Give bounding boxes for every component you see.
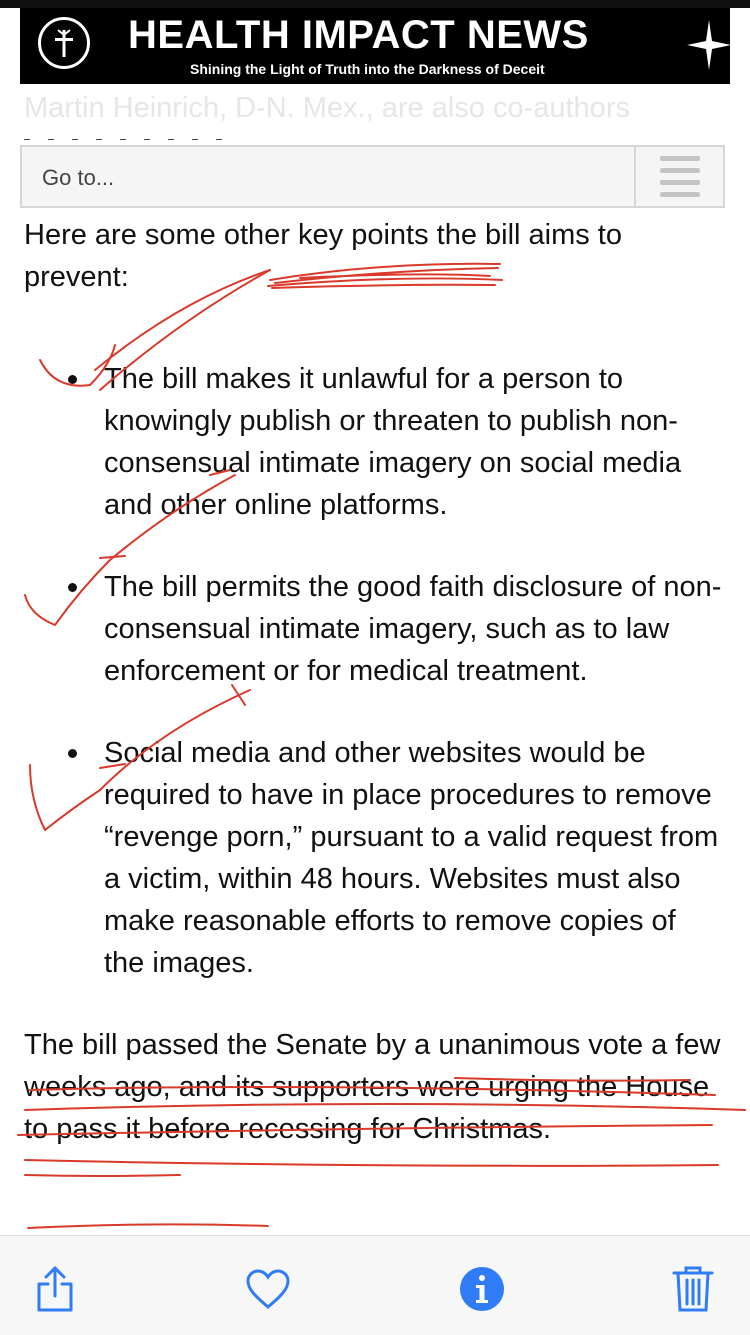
faded-previous-text: Martin Heinrich, D-N. Mex., are also co-authors [24,92,630,124]
faded-text-fragment [24,132,264,140]
article-intro: Here are some other key points the bill aims to prevent: [24,219,622,293]
list-item: Social media and other websites would be required to have in place procedures to remove “revenge porn,” pursuant to a valid request from a victim, within 48 hours. Websites must also make reasonable efforts to remove copies of the images. [24,732,724,984]
bottom-toolbar [0,1235,750,1335]
list-item: The bill permits the good faith disclosure of non-consensual intimate imagery, such as to law enforcement or for medical treatment. [24,566,724,692]
share-icon[interactable] [30,1264,80,1314]
article-closing: The bill passed the Senate by a unanimous vote a few weeks ago, and its supporters were urging the House to pass it before recessing for Christmas. [24,1029,721,1145]
site-tagline: Shining the Light of Truth into the Darkness of Deceit [190,61,545,77]
key-points-list [24,358,724,984]
heart-icon[interactable] [243,1264,293,1314]
info-icon[interactable] [457,1264,507,1314]
trash-icon[interactable] [668,1264,718,1314]
cross-circle-logo-icon [38,17,90,69]
hamburger-icon[interactable] [634,147,723,206]
status-strip [0,0,750,8]
site-banner[interactable] [20,8,730,84]
list-item: The bill makes it unlawful for a person to knowingly publish or threaten to publish non-consensual intimate imagery on social media and other online platforms. [24,358,724,526]
article-body [24,214,724,1150]
goto-dropdown[interactable] [20,145,725,208]
star-icon [687,20,731,75]
goto-label: Go to... [42,165,115,190]
site-title: HEALTH IMPACT NEWS [128,13,589,57]
